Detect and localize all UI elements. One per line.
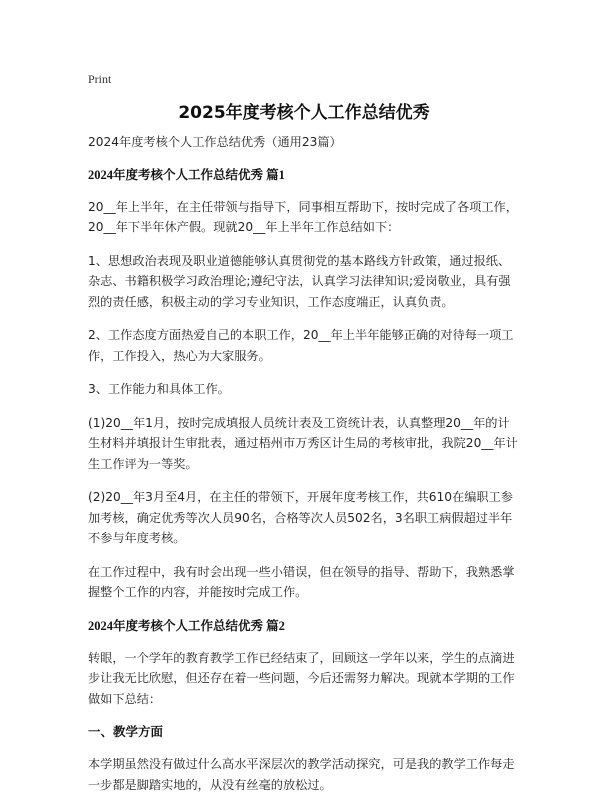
paragraph: 2、工作态度方面热爱自己的本职工作，20__年上半年能够正确的对待每一项工作，工作投入，热心为大家服务。 (88, 328, 514, 363)
section-heading-1: 2024年度考核个人工作总结优秀 篇1 (88, 167, 285, 182)
paragraph: (1)20__年1月，按时完成填报人员统计表及工资统计表，认真整理20__年的计生材料并填报计生审批表，通过梧州市万秀区计生局的考核审批，我院20__年计生工作评为一等奖。 (88, 415, 518, 471)
paragraph: (2)20__年3月至4月，在主任的带领下，开展年度考核工作，共610在编职工参加考核，确定优秀等次人员90名，合格等次人员502名，3名职工病假超过半年不参与年度考核。 (88, 490, 513, 545)
paragraph: 20__年上半年，在主任带领与指导下，同事相互帮助下，按时完成了各项工作，20__年下半年休产假。现就20__年上半年工作总结如下： (88, 199, 518, 234)
subsection-heading: 一、教学方面 (88, 724, 164, 739)
document-title: 2025年度考核个人工作总结优秀 (178, 103, 430, 123)
paragraph: 1、思想政治表现及职业道德能够认真贯彻党的基本路线方针政策，通过报纸、杂志、书籍积极学习政治理论;遵纪守法，认真学习法律知识;爱岗敬业，具有强烈的责任感，积极主动的学习专业知识，工作态度端正，认真负责。 (88, 253, 511, 309)
print-link[interactable]: Print (88, 72, 112, 86)
paragraph: 转眼，一个学年的教育教学工作已经结束了，回顾这一学年以来，学生的点滴进步让我无比欣慰，但还存在着一些问题，今后还需努力解决。现就本学期的工作做如下总结： (88, 650, 515, 706)
paragraph: 3、工作能力和具体工作。 (88, 382, 230, 396)
paragraph: 本学期虽然没有做过什么高水平深层次的教学活动探究，可是我的教学工作每走一步都是脚踏实地的，从没有丝毫的放松过。 (88, 757, 515, 792)
paragraph: 在工作过程中，我有时会出现一些小错误，但在领导的指导、帮助下，我熟悉掌握整个工作的内容，并能按时完成工作。 (88, 564, 515, 599)
article-body (88, 132, 520, 808)
document-subtitle: 2024年度考核个人工作总结优秀（通用23篇） (88, 135, 342, 149)
section-heading-2: 2024年度考核个人工作总结优秀 篇2 (88, 618, 285, 633)
